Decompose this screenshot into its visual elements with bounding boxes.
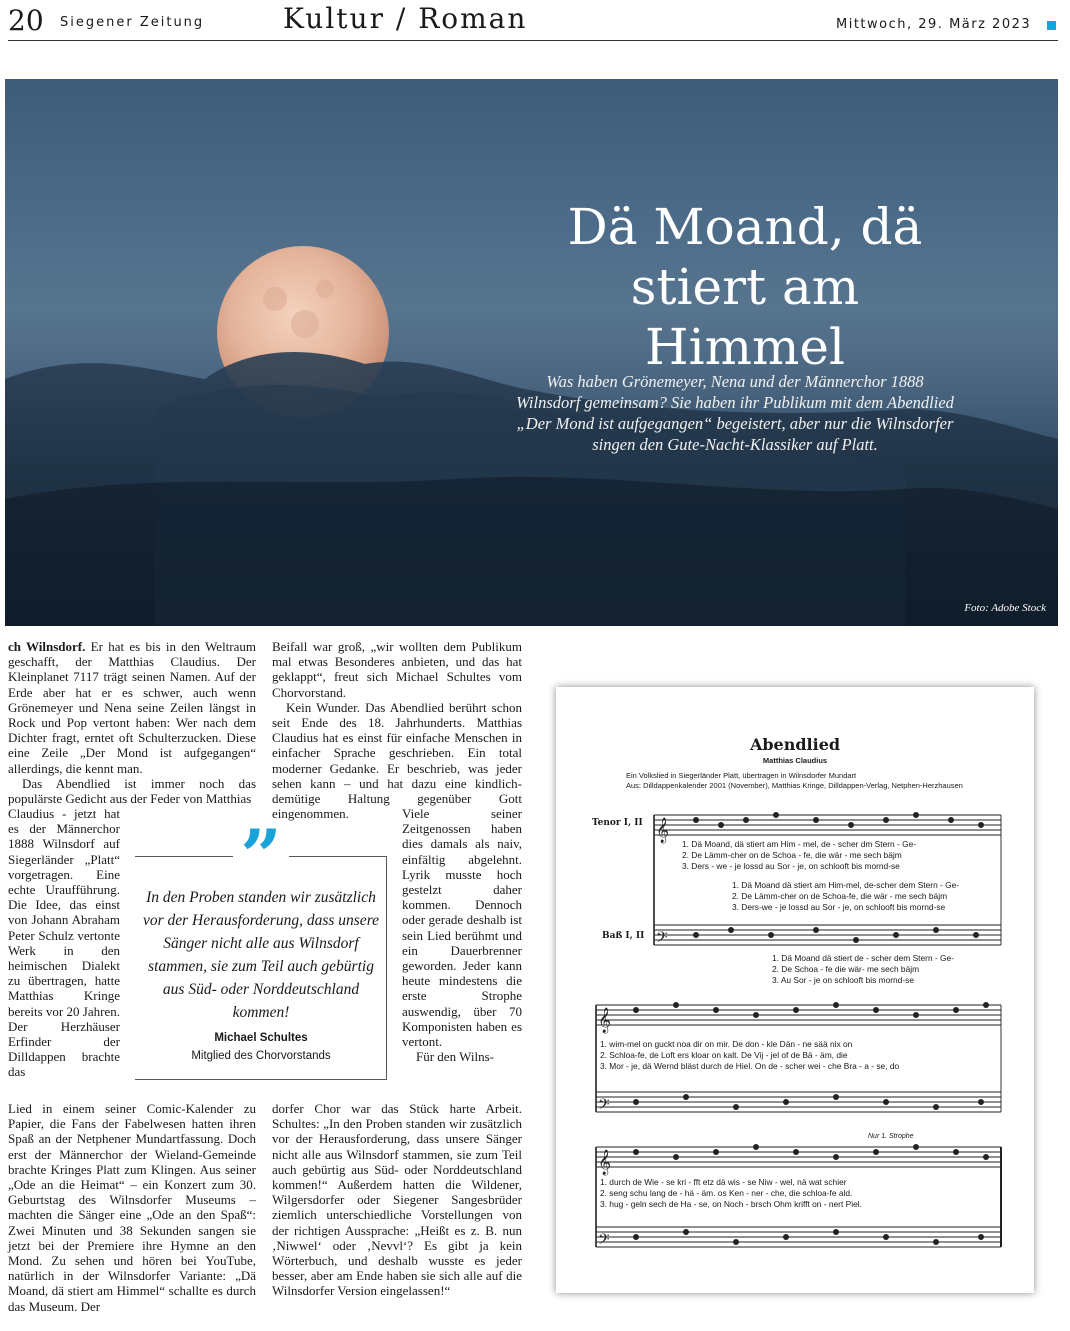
voice-label-tenor: Tenor I, II — [592, 818, 643, 828]
lyric-line: 3. Ders-we - je lossd au Sor - je, on schlooft bis mornd-se — [732, 902, 946, 912]
article-paragraph: Das Abendlied ist immer noch das populärste Gedicht aus der Feder von Matthias — [8, 775, 256, 807]
article-col1-narrow: Claudius - jetzt hat es der Männerchor 1888 Wilnsdorf auf Siegerländer „Platt“ vorgetragen. Eine echte Uraufführung. Die Idee, das einst von Johann Abraham Peter Schulz vertonte Werk in den heimischen Dialekt zu übertragen, hatte Matthias Kringe bereits vor 20 Jahren. Der Herzhäuser Erfinder der Dilldappen brachte das — [8, 806, 120, 1080]
article-col2-narrow — [402, 806, 522, 1064]
svg-text:𝄢: 𝄢 — [598, 1096, 610, 1117]
lyric-line: 1. durch de Wie - se kri - fft etz dä wis - se Niw - wel, nä wat schier — [600, 1177, 847, 1187]
quote-rule-side — [386, 856, 387, 1080]
lyric-line: 3. Mor - je, dä Wernd bläst durch de Hiel. On de - scher wei - che Bra - a - se, do — [600, 1061, 900, 1071]
lyric-line: 2. De Lämm-cher on de Schoa-fe, die wär - me sech bäjm — [732, 891, 948, 901]
svg-text:𝄞: 𝄞 — [598, 1008, 612, 1033]
sheet-title: Abendlied — [749, 735, 841, 754]
lyric-line: 3. Au Sor - je on schlooft bis mornd-se — [772, 975, 914, 985]
svg-text:𝄞: 𝄞 — [598, 1150, 612, 1175]
dek-text: Was haben Grönemeyer, Nena und der Männerchor 1888 Wilnsdorf gemeinsam? Sie haben ihr Publikum mit dem Abendlied „Der Mond ist aufgegangen“ begeistert, aber nur die Wilnsdorfer singen den Gute-Nacht-Klassiker auf Platt. — [516, 372, 954, 454]
article-paragraph: Beifall war groß, „wir wollten dem Publikum mal etwas Besonderes anbieten, und das hat geklappt“, freut sich Michael Schultes vom Chorvorstand. — [272, 639, 522, 700]
svg-text:𝄢: 𝄢 — [656, 929, 668, 950]
lyric-line: 1. wim-mel on guckt noa dir on mir. De don - kle Dän - ne sää nix on — [600, 1039, 853, 1049]
newspaper-name: Siegener Zeitung — [60, 15, 205, 30]
svg-text:𝄢: 𝄢 — [598, 1231, 610, 1252]
section-title: Kultur / Roman — [283, 2, 528, 35]
dateline: ch Wilnsdorf. — [8, 639, 86, 654]
page-number: 20 — [8, 4, 44, 37]
quote-mark-icon: ” — [240, 813, 282, 898]
sheet-music-image — [556, 687, 1034, 1293]
lyric-line: 1. Dä Moand dä stiert am Him-mel, de-scher dem Stern - Ge- — [732, 880, 960, 890]
lyric-line: 3. hug - geln sech de Ha - se, on Noch - brsch Ohm krifft on - nert Piel. — [600, 1199, 862, 1209]
headline: Dä Moand, dä stiert am Himmel — [567, 198, 923, 376]
lyric-line: 2. Schloa-fe, de Loft ers kloar on kalt. De Vij - jel of de Bä - äm, die — [600, 1050, 848, 1060]
quote-rule-left — [135, 856, 233, 857]
article-paragraph: Für den Wilns- — [416, 1049, 494, 1065]
lyric-line: 1. Dä Moand, dä stiert am Him - mel, de - scher dm Stern - Ge- — [682, 839, 917, 849]
svg-text:𝄞: 𝄞 — [656, 818, 670, 843]
hero-photo — [5, 79, 1058, 626]
pullquote-text: In den Proben standen wir zusätzlich vor der Herausforderung, dass unsere Sänger nicht alle aus Wilnsdorf stammen, sie zum Teil auch gebürtig aus Süd- oder Norddeutschland kommen! — [142, 889, 380, 1021]
strophe-note: Nur 1. Strophe — [868, 1133, 914, 1140]
pullquote — [135, 813, 387, 1080]
article-col1-top — [8, 639, 256, 806]
quote-rule-bottom — [135, 1079, 387, 1080]
article-col2-bottom: dorfer Chor war das Stück harte Arbeit. Schultes: „In den Proben standen wir zusätzlich vor der Herausforderung, dass unsere Sänger nicht alle aus Wilnsdorf stammen, sie zum Teil auch gebürtig aus Süd- oder Norddeutschland kommen!“ Außerdem hatten die Wildener, Wilgersdorfer oder Siegener Sangesbrüder ziemlich unterschiedliche Vorstellungen von der richtigen Aussprache: „Heißt es z. B. nun ‚Niwwel‘ oder ‚Nevvl‘? Es gibt ja kein Wörterbuch, und deshalb wusste es jeder besser, aber am Ende haben sie sich alle auf die Wilnsdorfer Version eingelassen!“ — [272, 1101, 522, 1299]
sheet-author: Matthias Claudius — [762, 756, 828, 765]
lyric-line: 2. seng schu lang de - hä - äm. os Ken - ner - che, die schloa-fe ald. — [600, 1188, 853, 1198]
voice-label-bass: Baß I, II — [602, 931, 645, 941]
article-col1-bottom: Lied in einem seiner Comic-Kalender zu Papier, die Fans der Fabelwesen hatten ihren Spaß an der Netphener Mundartfassung. Doch erst der Männerchor der Wieland-Gemeinde brachte Kringes Platt zum Klingen. Aus seiner „Ode an die Heimat“ – ein Konzert zum 30. Geburtstag des Wilnsdorfer Museums – machten die Sänger eine „Ode an den Spaß“: Zwei Minuten und 38 Sekunden sangen sie jetzt bei der Premiere ihre Hymne an den Mond. Zu sehen und hören bei YouTube, natürlich in der Wilnsdorfer Variante: „Dä Moand, dä stiert am Himmel“ schallte es durch das Museum. Der — [8, 1101, 256, 1314]
lyric-line: 2. De Schoa - fe die wär- me sech bäjm — [772, 964, 920, 974]
lyric-line: 1. Dä Moand dä stiert de - scher dem Stern - Ge- — [772, 953, 955, 963]
accent-square-icon — [1047, 21, 1056, 30]
sheet-subtitle: Ein Volkslied in Siegerländer Platt, übertragen in Wilnsdorfer Mundart — [626, 771, 857, 780]
issue-date: Mittwoch, 29. März 2023 — [836, 17, 1032, 32]
pullquote-role: Mitglied des Chorvorstands — [191, 1050, 331, 1062]
lyric-line: 3. Ders - we - je lossd au Sor - je, on schlooft bis mornd-se — [682, 861, 900, 871]
sheet-source: Aus: Dilldappenkalender 2001 (November), Matthias Kringe, Dilldappen-Verlag, Netphen-Herzhausen — [626, 781, 963, 790]
article-col2-top — [272, 639, 522, 821]
article-paragraph: Kein Wunder. Das Abendlied berührt schon seit Ende des 18. Jahrhunderts. Matthias Claudius hat es einst für einfache Menschen in einfacher Sprache geschrieben. Ein total moderner Gedanke. Er beschrieb, was jeder sehen kann – und hat dazu eine kindlich-demütige Haltung gegenüber Gott eingenommen. — [272, 699, 522, 822]
article-paragraph: Er hat es bis in den Weltraum geschafft, der Matthias Claudius. Der Kleinplanet 7117 trägt seinen Namen. Auf der Erde aber hat er es schwer, auch wenn Grönemeyer und Nena seine Zeilen längst in Rock und Pop vertont haben: Wer nach dem Dichter fragt, erntet oft Schulterzucken. Diese eine Zeile „Der Mond ist aufgegangen“ allerdings, die kennt man. — [8, 639, 257, 776]
header-rule — [8, 40, 1058, 41]
quote-rule-right — [289, 856, 387, 857]
page-header — [0, 0, 1070, 42]
pullquote-author: Michael Schultes — [214, 1032, 308, 1044]
photo-credit: Foto: Adobe Stock — [964, 602, 1046, 614]
article-paragraph: Viele seiner Zeitgenossen haben dies damals als naiv, einfältig abgelehnt. Lyrik musste hoch gestelzt daher kommen. Dennoch oder gerade deshalb ist sein Lied berühmt und ein Dauerbrenner geworden. Jeder kann heute mindestens die erste Strophe auswendig, über 70 Komponisten haben es vertont. — [402, 806, 522, 1050]
lyric-line: 2. De Lämm-cher on de Schoa - fe, die wär - me sech bäjm — [682, 850, 902, 860]
